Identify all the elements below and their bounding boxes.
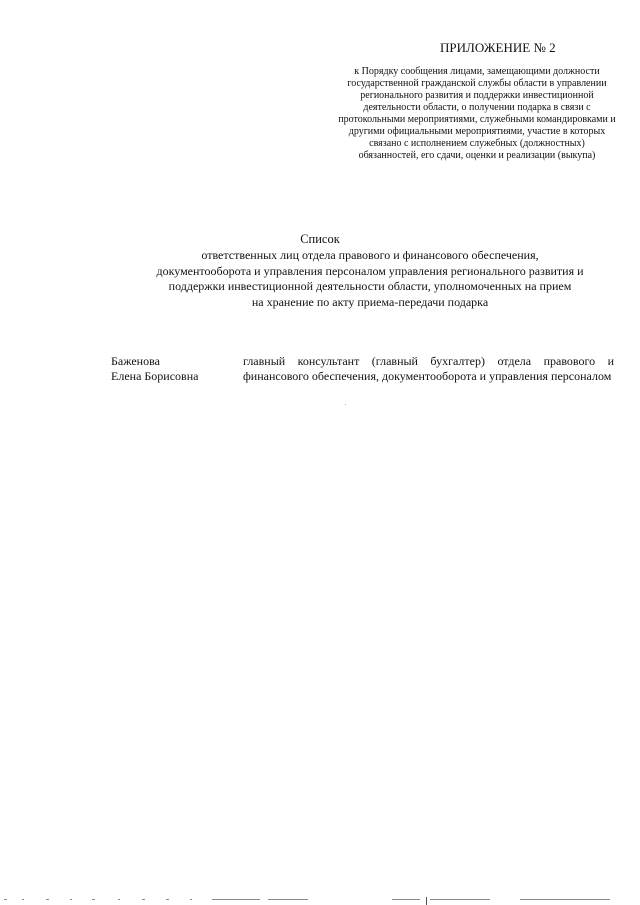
appendix-reference: к Порядку сообщения лицами, замещающими должности государственной гражданской службы области в управлении регионального развития и поддержки инвестиционной деятельности области, о получении подарка в связи с протокольными мероприятиями, служебными командировками и другими официальными мероприятиями, участие в которых связано с исполнением служебных (должностных) обязанностей, его сдачи, оценки и реализации (выкупа)	[338, 66, 616, 161]
list-subtitle-line: на хранение по акту приема-передачи подарка	[251, 294, 489, 309]
list-subtitle-line: ответственных лиц отдела правового и финансового обеспечения,	[201, 248, 539, 262]
list-heading: Список	[300, 232, 340, 246]
person-surname: Баженова	[111, 354, 160, 368]
person-position: главный консультант (главный бухгалтер) отдела правового и финансового обеспечения, документооборота и управления персоналом	[243, 354, 614, 383]
list-subtitle-line: документооборота и управления персоналом управления регионального развития и	[156, 263, 584, 278]
appendix-title: ПРИЛОЖЕНИЕ № 2	[440, 40, 556, 55]
list-subtitle-line: поддержки инвестиционной деятельности области, уполномоченных на прием	[168, 279, 572, 293]
person-name	[111, 354, 198, 384]
list-subtitle	[100, 248, 640, 310]
person-given-names: Елена Борисовна	[111, 369, 199, 383]
scan-speck	[345, 404, 346, 405]
scan-edge-artifacts	[0, 893, 640, 905]
